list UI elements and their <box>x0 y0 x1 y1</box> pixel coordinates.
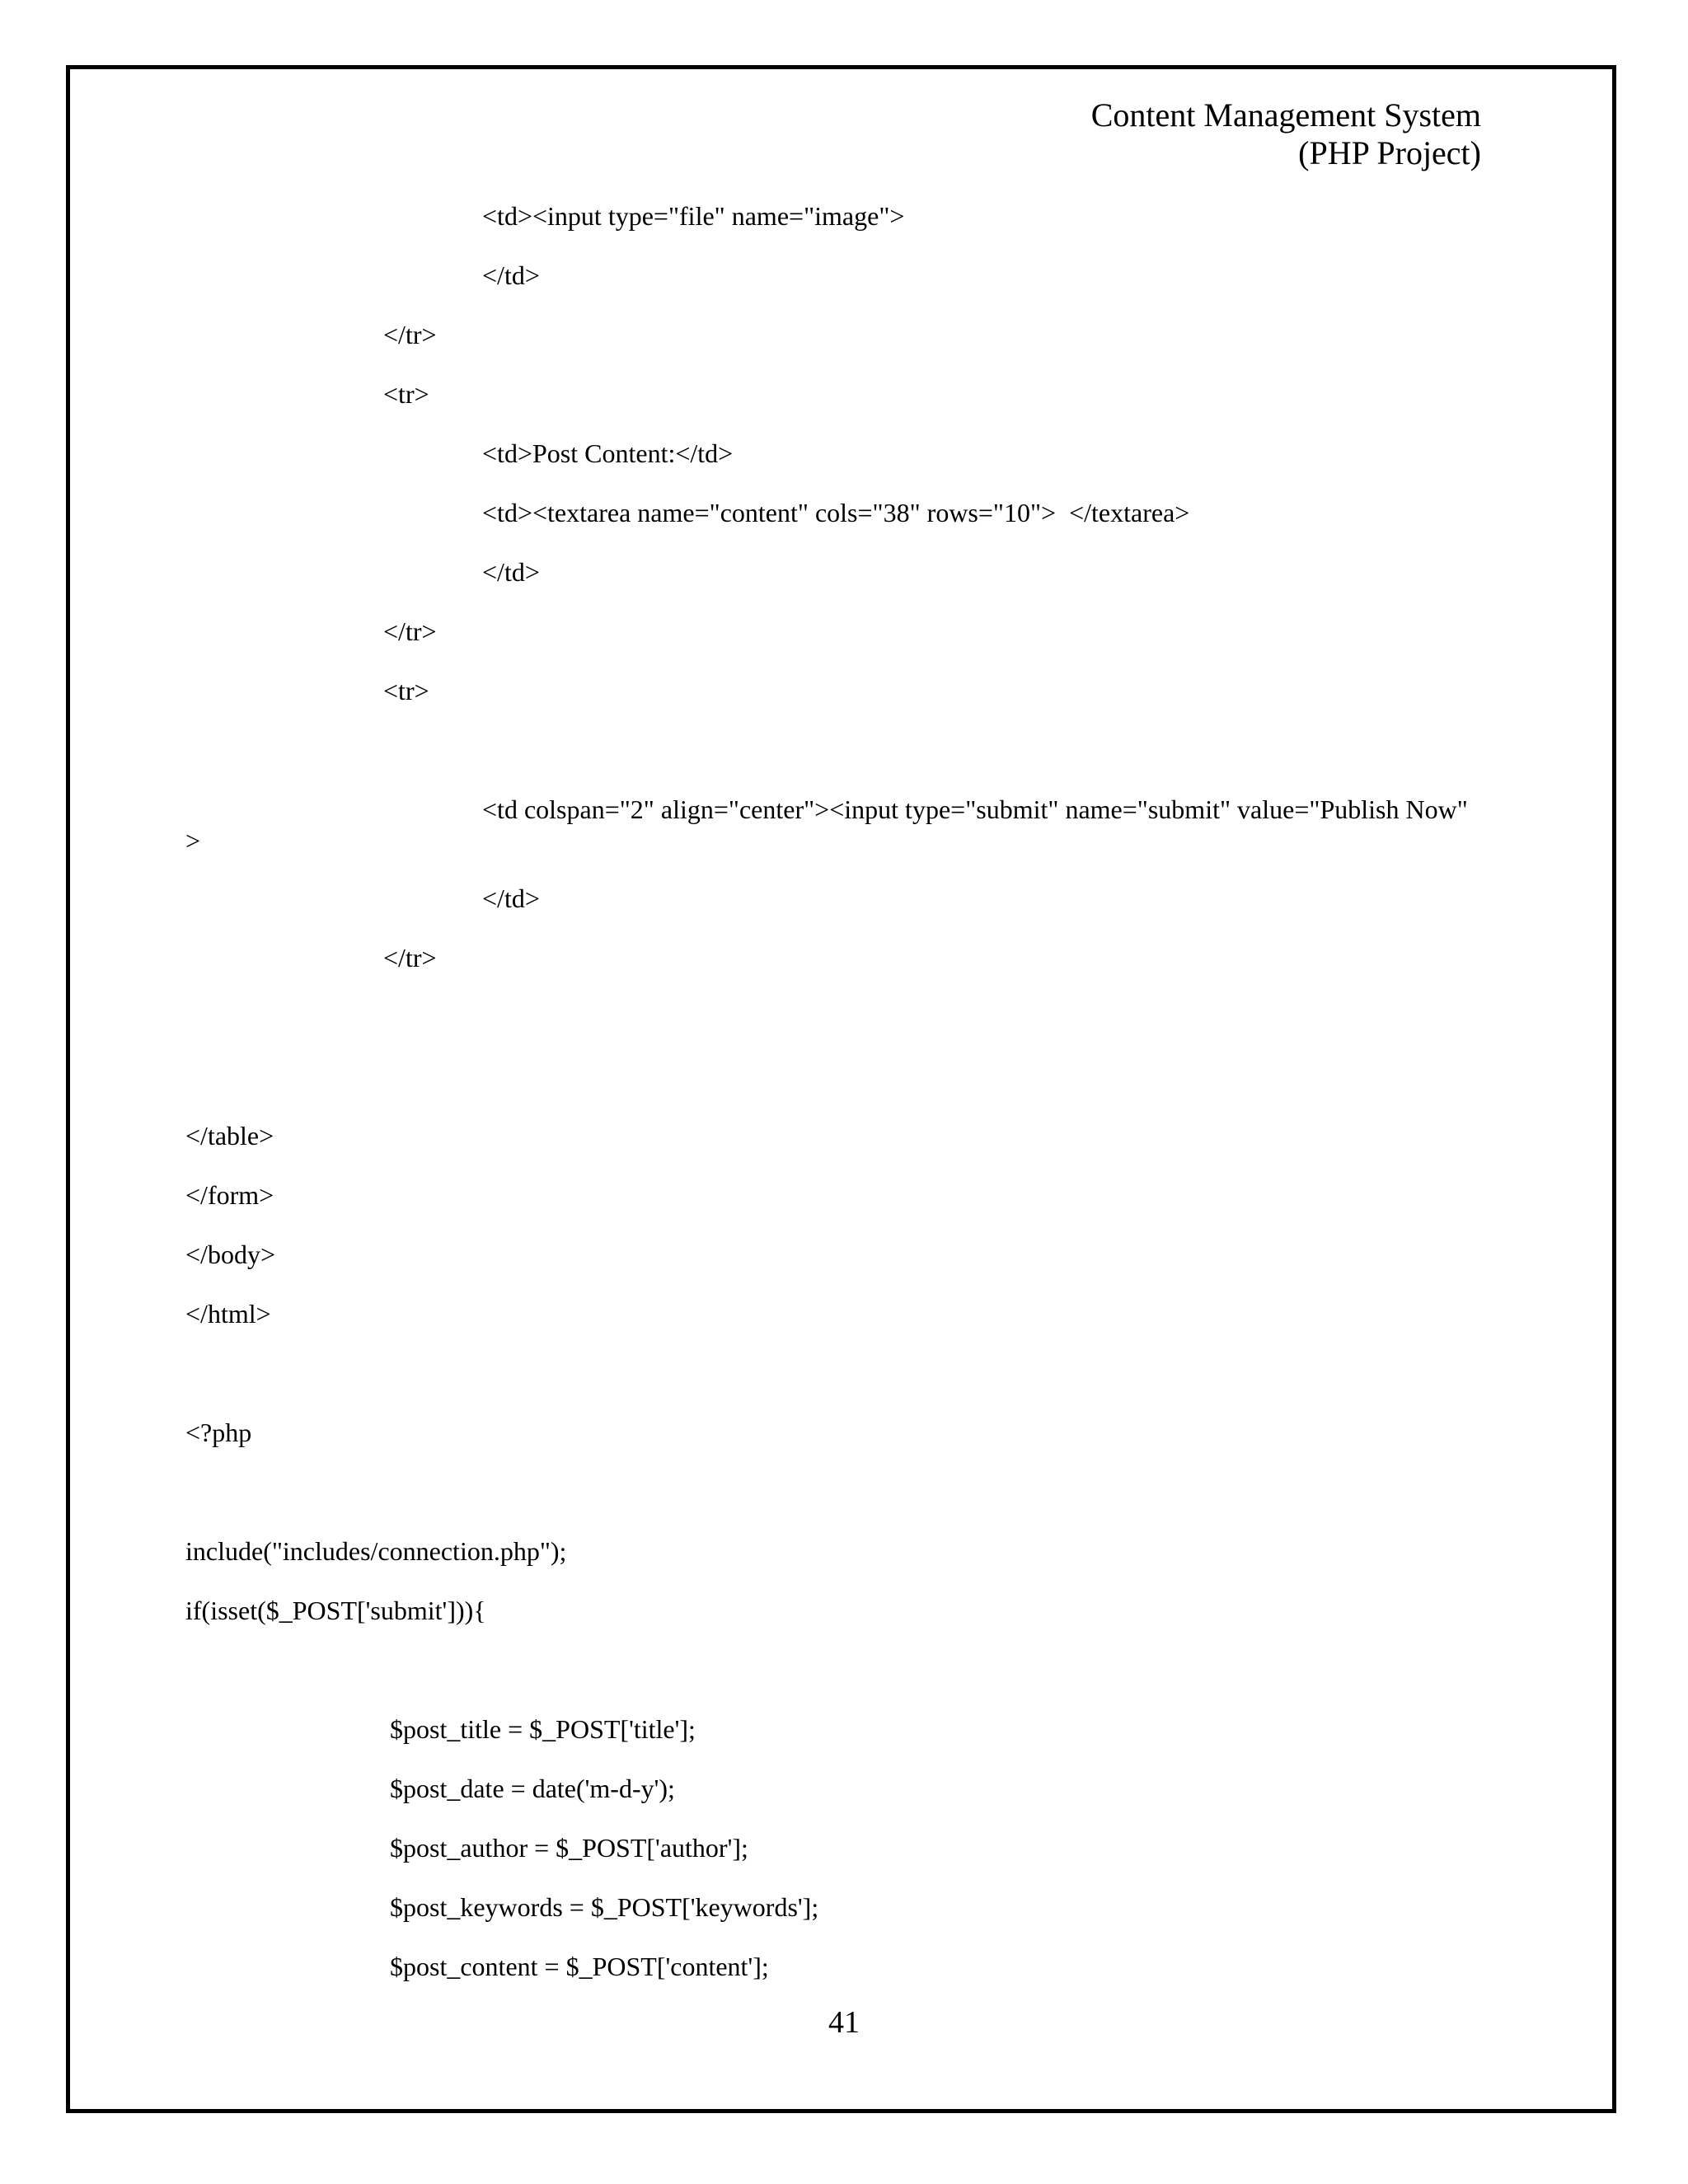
code-line: $post_title = $_POST['title']; <box>390 1714 696 1744</box>
code-line: > <box>185 826 201 855</box>
code-line: </tr> <box>383 943 437 972</box>
code-line: if(isset($_POST['submit'])){ <box>185 1596 486 1625</box>
code-line: $post_keywords = $_POST['keywords']; <box>390 1892 819 1922</box>
code-line: <td><textarea name="content" cols="38" rows="10"> </textarea> <box>482 498 1190 527</box>
code-line: </td> <box>482 883 540 913</box>
code-line: </td> <box>482 260 540 290</box>
code-line: <td><input type="file" name="image"> <box>482 201 905 231</box>
code-line: $post_author = $_POST['author']; <box>390 1833 748 1863</box>
code-line: <tr> <box>383 379 429 409</box>
code-line: $post_content = $_POST['content']; <box>390 1952 769 1981</box>
code-line: <tr> <box>383 676 429 705</box>
page-number: 41 <box>828 2005 860 2040</box>
header-subtitle: (PHP Project) <box>1298 134 1481 171</box>
code-line: </html> <box>185 1299 271 1329</box>
code-line: <td>Post Content:</td> <box>482 438 734 468</box>
code-line: <td colspan="2" align="center"><input type="submit" name="submit" value="Publish Now" <box>482 794 1468 824</box>
code-line: include("includes/connection.php"); <box>185 1536 567 1566</box>
page-header <box>1091 96 1481 172</box>
code-line: $post_date = date('m-d-y'); <box>390 1774 675 1803</box>
page-border <box>66 65 1616 2113</box>
code-line: </form> <box>185 1180 274 1210</box>
header-title: Content Management System <box>1090 96 1481 134</box>
code-line: </td> <box>482 557 540 587</box>
code-line: <?php <box>185 1418 252 1447</box>
code-line: </body> <box>185 1240 275 1269</box>
code-line: </tr> <box>383 320 437 349</box>
code-line: </table> <box>185 1121 274 1151</box>
code-line: </tr> <box>383 616 437 646</box>
